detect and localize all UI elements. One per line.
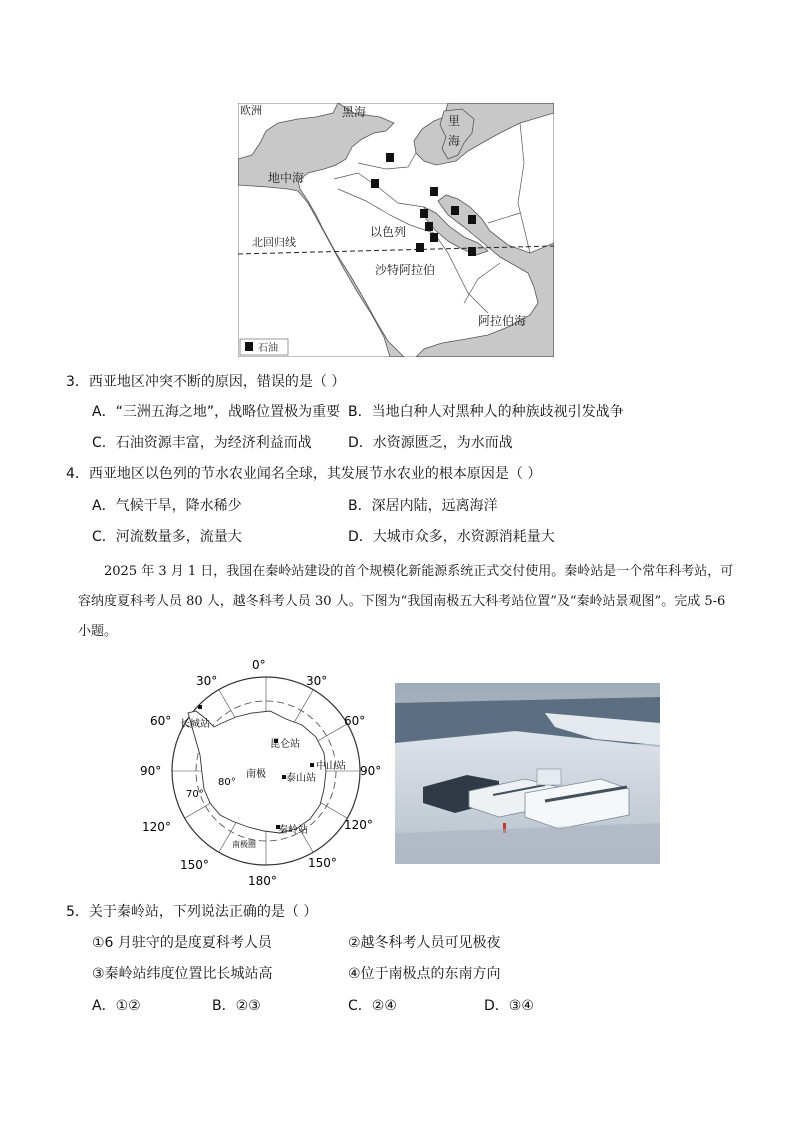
passage-text: 2025 年 3 月 1 日，我国在秦岭站建设的首个规模化新能源系统正式交付使用。秦岭站是一个常年科考站，可容纳度夏科考人员 80 人，越冬科考人员 30 人。下图为“我国南极五大科考站位置”及“秦岭站景观图”。完成 5-6 小题。: [78, 564, 734, 639]
lon-30-right: 30°: [306, 674, 328, 688]
q4-stem: 4．西亚地区以色列的节水农业闻名全球，其发展节水农业的根本原因是（ ）: [66, 466, 542, 482]
q3-option-c[interactable]: C．石油资源丰富，为经济利益而战: [92, 435, 312, 451]
station-zhongshan: 中山站: [316, 761, 346, 772]
station-kunlun: 昆仑站: [270, 739, 300, 750]
q5-option-c[interactable]: C．②④: [348, 998, 397, 1014]
lon-30-left: 30°: [196, 674, 218, 688]
qinling-station-photo: [395, 683, 660, 864]
label-arabian-sea: 阿拉伯海: [478, 314, 527, 328]
antarctic-polar-map: [140, 655, 390, 889]
label-caspian-1: 里: [448, 114, 461, 128]
q5-statement-3: ③秦岭站纬度位置比长城站高: [92, 966, 273, 982]
lon-90-left: 90°: [140, 764, 162, 778]
q4-option-a[interactable]: A．气候干旱，降水稀少: [92, 498, 242, 514]
station-taishan: 泰山站: [286, 773, 316, 784]
legend-label: 石油: [258, 343, 278, 354]
lon-120-right: 120°: [344, 818, 373, 832]
south-pole-label: 南极: [246, 769, 266, 780]
q3-option-d[interactable]: D．水资源匮乏，为水而战: [348, 435, 513, 451]
station-qinling: 秦岭站: [278, 825, 308, 836]
lat-70: 70°: [186, 789, 204, 800]
label-black-sea: 黑海: [342, 105, 367, 119]
label-saudi-arabia: 沙特阿拉伯: [375, 263, 436, 277]
q5-option-b[interactable]: B．②③: [212, 998, 261, 1014]
legend-oil-icon: [245, 342, 253, 351]
lon-0: 0°: [252, 658, 266, 672]
q5-stem: 5．关于秦岭站，下列说法正确的是（ ）: [66, 904, 318, 920]
label-israel: 以色列: [370, 225, 407, 239]
q4-option-c[interactable]: C．河流数量多，流量大: [92, 529, 242, 545]
antarctic-circle-label: 南极圈: [232, 840, 256, 849]
q5-statement-2: ②越冬科考人员可见极夜: [348, 935, 501, 951]
lon-180: 180°: [248, 874, 277, 888]
lon-60-left: 60°: [150, 714, 172, 728]
lat-80: 80°: [218, 777, 236, 788]
lon-90-right: 90°: [360, 764, 382, 778]
label-tropic: 北回归线: [252, 236, 296, 249]
lon-120-left: 120°: [142, 820, 171, 834]
q4-option-b[interactable]: B．深居内陆，远离海洋: [348, 498, 498, 514]
west-asia-map: [238, 103, 554, 357]
q3-option-b[interactable]: B．当地白种人对黑种人的种族歧视引发战争: [348, 404, 624, 420]
q3-stem: 3．西亚地区冲突不断的原因，错误的是（ ）: [66, 374, 346, 390]
q5-statement-4: ④位于南极点的东南方向: [348, 966, 501, 982]
lon-150-left: 150°: [180, 858, 209, 872]
lon-60-right: 60°: [344, 714, 366, 728]
label-mediterranean: 地中海: [268, 171, 305, 185]
q3-option-a[interactable]: A．“三洲五海之地”，战略位置极为重要: [92, 404, 341, 420]
q4-option-d[interactable]: D．大城市众多，水资源消耗量大: [348, 529, 555, 545]
q5-option-d[interactable]: D．③④: [484, 998, 534, 1014]
label-europe: 欧洲: [240, 104, 262, 117]
station-great-wall: 长城站: [180, 719, 210, 730]
q5-option-a[interactable]: A．①②: [92, 998, 141, 1014]
label-caspian-2: 海: [448, 134, 461, 148]
lon-150-right: 150°: [308, 856, 337, 870]
q5-statement-1: ①6 月驻守的是度夏科考人员: [92, 935, 272, 951]
